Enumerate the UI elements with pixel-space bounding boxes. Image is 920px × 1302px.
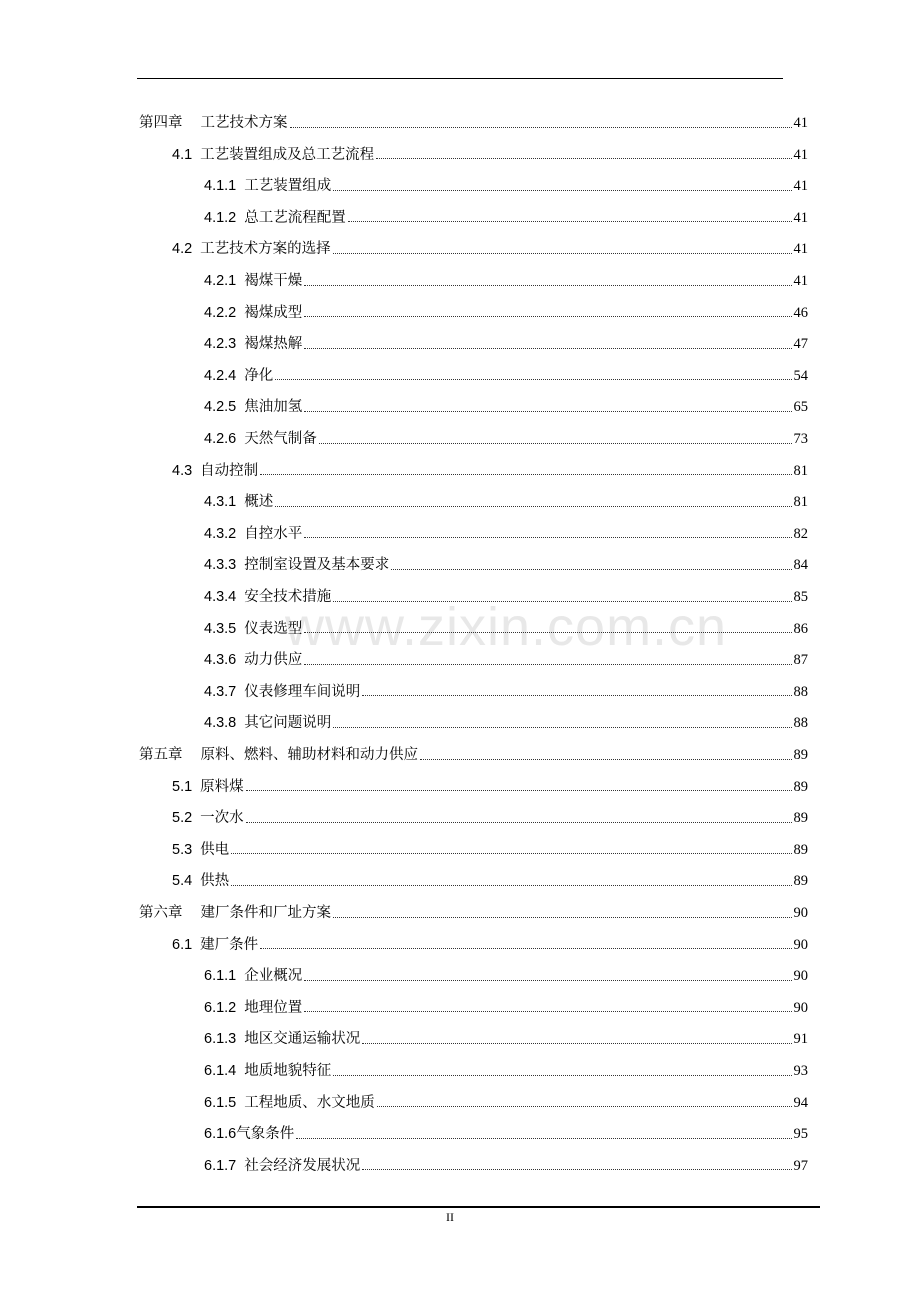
toc-entry-number: 6.1.3 bbox=[204, 1031, 237, 1048]
dot-leader bbox=[362, 1169, 791, 1170]
toc-entry-title: 概述 bbox=[244, 494, 274, 511]
toc-entry[interactable] bbox=[204, 423, 808, 455]
toc-entry-number: 4.2.5 bbox=[204, 399, 237, 416]
toc-entry-number: 6.1.1 bbox=[204, 968, 237, 985]
dot-leader bbox=[319, 443, 792, 444]
dot-leader bbox=[275, 506, 791, 507]
toc-entry[interactable] bbox=[204, 328, 808, 360]
toc-entry-page: 54 bbox=[793, 367, 808, 384]
toc-entry-number: 第五章 bbox=[139, 747, 183, 763]
toc-entry-number: 4.2.4 bbox=[204, 367, 237, 384]
dot-leader bbox=[304, 348, 791, 349]
toc-entry-title: 工程地质、水文地质 bbox=[244, 1094, 375, 1111]
toc-entry-number: 4.2 bbox=[172, 241, 193, 258]
dot-leader bbox=[376, 158, 791, 159]
toc-entry[interactable] bbox=[204, 960, 808, 992]
toc-entry[interactable] bbox=[204, 391, 808, 423]
watermark: www.zixin.com.cn bbox=[285, 597, 728, 657]
toc-entry-number: 4.3.3 bbox=[204, 557, 237, 574]
toc-entry[interactable] bbox=[204, 518, 808, 550]
dot-leader bbox=[296, 1138, 791, 1139]
toc-entry-page: 41 bbox=[793, 115, 808, 131]
toc-entry-page: 41 bbox=[793, 273, 808, 289]
toc-entry-number: 4.2.1 bbox=[204, 273, 237, 289]
toc-entry-number: 5.2 bbox=[172, 810, 193, 827]
toc-entry-page: 89 bbox=[793, 778, 808, 795]
toc-entry-page: 94 bbox=[793, 1094, 808, 1111]
toc-entry-title: 工艺技术方案 bbox=[200, 115, 288, 131]
toc-entry-page: 89 bbox=[793, 841, 808, 858]
toc-entry-title: 工艺技术方案的选择 bbox=[200, 241, 331, 258]
toc-entry-title: 安全技术措施 bbox=[244, 589, 332, 605]
toc-entry-page: 41 bbox=[793, 209, 808, 226]
toc-entry-number: 4.3.8 bbox=[204, 715, 237, 732]
toc-entry[interactable] bbox=[204, 360, 808, 392]
toc-entry-page: 89 bbox=[793, 747, 808, 763]
toc-entry-title: 企业概况 bbox=[244, 968, 303, 985]
toc-entry-title: 天然气制备 bbox=[244, 431, 317, 447]
toc-entry-number: 6.1.7 bbox=[204, 1157, 237, 1174]
toc-entry-page: 73 bbox=[793, 431, 808, 447]
dot-leader bbox=[304, 316, 791, 317]
toc-entry-number: 5.3 bbox=[172, 841, 193, 858]
toc-entry[interactable] bbox=[172, 233, 808, 265]
toc-entry-page: 88 bbox=[793, 715, 808, 732]
toc-entry-title: 焦油加氢 bbox=[244, 399, 303, 416]
toc-entry-number: 4.3.7 bbox=[204, 683, 237, 700]
dot-leader bbox=[231, 885, 791, 886]
toc-entry[interactable] bbox=[204, 549, 808, 581]
toc-entry[interactable] bbox=[204, 265, 808, 297]
dot-leader bbox=[304, 537, 791, 538]
toc-entry-page: 82 bbox=[793, 525, 808, 542]
toc-entry-title: 总工艺流程配置 bbox=[244, 209, 346, 226]
toc-entry[interactable] bbox=[204, 1055, 808, 1087]
toc-entry[interactable] bbox=[204, 1118, 808, 1150]
toc-entry-title: 地区交通运输状况 bbox=[244, 1031, 361, 1048]
toc-entry[interactable] bbox=[139, 897, 808, 929]
toc-entry-number: 4.1 bbox=[172, 146, 193, 163]
toc-entry-title: 气象条件 bbox=[236, 1126, 295, 1143]
toc-entry-page: 84 bbox=[793, 557, 808, 574]
toc-entry-title: 原料、燃料、辅助材料和动力供应 bbox=[200, 747, 418, 763]
toc-entry-title: 工艺装置组成及总工艺流程 bbox=[200, 146, 375, 163]
toc-entry-title: 工艺装置组成 bbox=[244, 178, 332, 195]
toc-entry-number: 4.3.2 bbox=[204, 525, 237, 542]
toc-entry[interactable] bbox=[172, 455, 808, 487]
toc-entry[interactable] bbox=[204, 644, 808, 676]
dot-leader bbox=[377, 1106, 792, 1107]
toc-entry-number: 5.1 bbox=[172, 778, 193, 795]
toc-entry-title: 自动控制 bbox=[200, 462, 259, 479]
toc-entry-number: 4.3.6 bbox=[204, 652, 237, 669]
toc-entry-title: 地理位置 bbox=[244, 999, 303, 1016]
toc-entry[interactable] bbox=[204, 170, 808, 202]
toc-entry[interactable] bbox=[204, 1087, 808, 1119]
toc-entry-title: 供电 bbox=[200, 841, 230, 858]
toc-entry-title: 其它问题说明 bbox=[244, 715, 332, 732]
dot-leader bbox=[304, 664, 791, 665]
footer-rule bbox=[137, 1206, 820, 1208]
toc-entry[interactable] bbox=[139, 107, 808, 139]
toc-entry-title: 褐煤干燥 bbox=[244, 273, 303, 289]
toc-entry-page: 89 bbox=[793, 810, 808, 827]
toc-entry-page: 81 bbox=[793, 494, 808, 511]
toc-entry-number: 第四章 bbox=[139, 115, 183, 131]
toc-entry-number: 4.3.4 bbox=[204, 589, 237, 605]
toc-entry-page: 90 bbox=[793, 936, 808, 953]
toc-entry-page: 88 bbox=[793, 683, 808, 700]
dot-leader bbox=[333, 727, 791, 728]
toc-entry-page: 86 bbox=[793, 620, 808, 637]
toc-entry-title: 褐煤热解 bbox=[244, 336, 303, 353]
toc-entry[interactable] bbox=[204, 1150, 808, 1182]
toc-entry[interactable] bbox=[172, 802, 808, 834]
toc-entry-title: 仪表修理车间说明 bbox=[244, 683, 361, 700]
dot-leader bbox=[304, 411, 791, 412]
toc-entry-page: 81 bbox=[793, 462, 808, 479]
dot-leader bbox=[333, 917, 792, 918]
dot-leader bbox=[246, 822, 792, 823]
toc-entry-title: 褐煤成型 bbox=[244, 304, 303, 321]
toc-entry[interactable] bbox=[172, 865, 808, 897]
toc-entry-number: 4.3 bbox=[172, 462, 193, 479]
toc-entry[interactable] bbox=[204, 676, 808, 708]
dot-leader bbox=[333, 190, 791, 191]
toc-entry-title: 控制室设置及基本要求 bbox=[244, 557, 390, 574]
toc-entry-number: 6.1.5 bbox=[204, 1094, 237, 1111]
toc-entry-number: 6.1.6 bbox=[204, 1126, 237, 1143]
dot-leader bbox=[348, 221, 792, 222]
toc-entry-page: 95 bbox=[793, 1126, 808, 1143]
toc-entry-title: 供热 bbox=[200, 873, 230, 890]
toc-entry[interactable] bbox=[204, 486, 808, 518]
toc-entry-page: 41 bbox=[793, 146, 808, 163]
toc-entry[interactable] bbox=[172, 139, 808, 171]
dot-leader bbox=[260, 474, 791, 475]
dot-leader bbox=[260, 948, 791, 949]
toc-entry-page: 46 bbox=[793, 304, 808, 321]
toc-entry-title: 原料煤 bbox=[200, 778, 244, 795]
dot-leader bbox=[333, 1075, 791, 1076]
toc-entry-number: 4.3.5 bbox=[204, 620, 237, 637]
toc-entry[interactable] bbox=[204, 581, 808, 613]
toc-entry-title: 建厂条件 bbox=[200, 936, 259, 953]
toc-entry-title: 建厂条件和厂址方案 bbox=[200, 905, 331, 921]
toc-entry-number: 4.3.1 bbox=[204, 494, 237, 511]
dot-leader bbox=[290, 127, 792, 128]
dot-leader bbox=[275, 379, 791, 380]
page-number: II bbox=[446, 1210, 454, 1224]
toc-entry-number: 4.1.1 bbox=[204, 178, 237, 195]
toc-entry-number: 第六章 bbox=[139, 905, 183, 921]
toc-entry-page: 87 bbox=[793, 652, 808, 669]
toc-entry[interactable] bbox=[204, 297, 808, 329]
toc-entry[interactable] bbox=[172, 834, 808, 866]
toc-entry[interactable] bbox=[204, 1023, 808, 1055]
header-rule bbox=[137, 78, 783, 79]
dot-leader bbox=[333, 601, 791, 602]
toc-entry-title: 地质地貌特征 bbox=[244, 1063, 332, 1079]
dot-leader bbox=[362, 695, 791, 696]
toc-entry-page: 93 bbox=[793, 1063, 808, 1079]
toc-entry[interactable] bbox=[172, 929, 808, 961]
dot-leader bbox=[391, 569, 791, 570]
toc-entry-page: 90 bbox=[793, 999, 808, 1016]
toc-entry[interactable] bbox=[139, 739, 808, 771]
toc-entry-page: 41 bbox=[793, 241, 808, 258]
dot-leader bbox=[304, 980, 791, 981]
toc-entry[interactable] bbox=[172, 771, 808, 803]
toc-entry-number: 6.1.2 bbox=[204, 999, 237, 1016]
toc-entry-title: 社会经济发展状况 bbox=[244, 1157, 361, 1174]
toc-entry-number: 6.1.4 bbox=[204, 1063, 237, 1079]
dot-leader bbox=[304, 285, 791, 286]
toc-entry-number: 4.1.2 bbox=[204, 209, 237, 226]
toc-entry-page: 90 bbox=[793, 968, 808, 985]
toc-entry-page: 85 bbox=[793, 589, 808, 605]
toc-entry-page: 97 bbox=[793, 1157, 808, 1174]
dot-leader bbox=[333, 253, 792, 254]
toc-entry-page: 90 bbox=[793, 905, 808, 921]
toc-entry-page: 65 bbox=[793, 399, 808, 416]
dot-leader bbox=[362, 1043, 791, 1044]
toc-entry-page: 41 bbox=[793, 178, 808, 195]
dot-leader bbox=[231, 853, 791, 854]
toc-entry-title: 动力供应 bbox=[244, 652, 303, 669]
toc-entry-page: 89 bbox=[793, 873, 808, 890]
dot-leader bbox=[420, 759, 792, 760]
toc-entry-page: 91 bbox=[793, 1031, 808, 1048]
toc-entry[interactable] bbox=[204, 707, 808, 739]
toc-entry-number: 5.4 bbox=[172, 873, 193, 890]
toc-entry-number: 4.2.2 bbox=[204, 304, 237, 321]
toc-entry-title: 仪表选型 bbox=[244, 620, 303, 637]
dot-leader bbox=[304, 1011, 791, 1012]
toc-entry-number: 4.2.3 bbox=[204, 336, 237, 353]
dot-leader bbox=[246, 790, 792, 791]
toc-entry-number: 4.2.6 bbox=[204, 431, 237, 447]
toc-entry-title: 净化 bbox=[244, 367, 274, 384]
dot-leader bbox=[304, 632, 791, 633]
toc-entry[interactable] bbox=[204, 202, 808, 234]
toc-entry-title: 一次水 bbox=[200, 810, 244, 827]
toc-entry-page: 47 bbox=[793, 336, 808, 353]
toc-entry[interactable] bbox=[204, 613, 808, 645]
toc-entry[interactable] bbox=[204, 992, 808, 1024]
toc-entry-title: 自控水平 bbox=[244, 525, 303, 542]
toc-entry-number: 6.1 bbox=[172, 936, 193, 953]
